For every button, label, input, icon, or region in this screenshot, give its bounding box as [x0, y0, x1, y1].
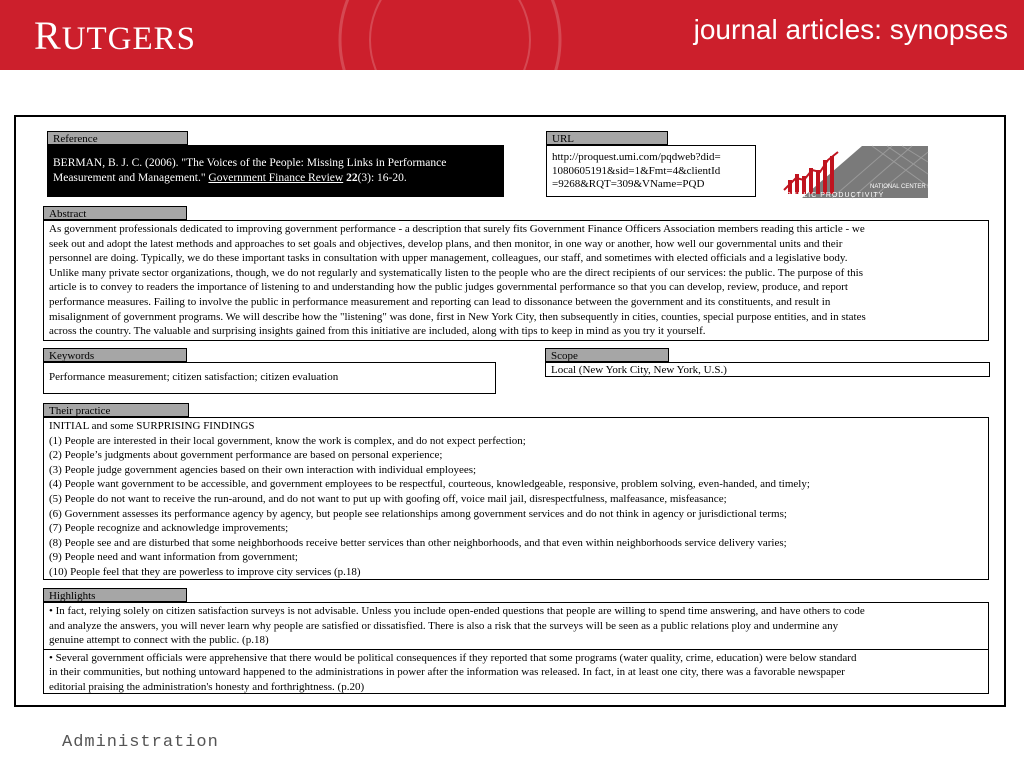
- practice-line: (1) People are interested in their local government, know the work is complex, and do not expect perfection;: [49, 434, 526, 447]
- url-line[interactable]: 1080605191&sid=1&Fmt=4&clientId: [552, 164, 721, 177]
- practice-line: (7) People recognize and acknowledge improvements;: [49, 522, 289, 535]
- keywords-box: [43, 362, 496, 394]
- abstract-label: Abstract: [43, 206, 187, 220]
- practice-box: [43, 417, 989, 580]
- practice-line: (10) People feel that they are powerless to improve city services (p.18): [49, 565, 361, 578]
- reference-text: BERMAN, B. J. C. (2006). "The Voices of the People: Missing Links in Performance Measurement and Management.": [53, 157, 447, 184]
- highlight-line: • Several government officials were apprehensive that there would be political consequences if they reported that some programs (water quality, crime, education) were below standard: [49, 651, 857, 664]
- url-line[interactable]: http://proquest.umi.com/pqdweb?did=: [552, 151, 721, 163]
- watermark-graphic: [240, 0, 660, 100]
- abstract-line: As government professionals dedicated to improving government performance - a description that surely fits Government Finance Officers Association members reading this article - we: [49, 223, 865, 235]
- journal-pages: (3): 16-20.: [357, 172, 407, 184]
- keywords-text: Performance measurement; citizen satisfaction; citizen evaluation: [49, 371, 339, 383]
- highlight-line: editorial praising the administration's honesty and forthrightness. (p.20): [49, 680, 365, 693]
- highlight-line: • In fact, relying solely on citizen satisfaction surveys is not advisable. Unless you include open-ended questions that people are willing to spend time answering, and have others to code: [49, 605, 865, 617]
- reference-box: [47, 145, 504, 197]
- keywords-label: Keywords: [43, 348, 187, 362]
- slide-title: journal articles: synopses: [693, 14, 1008, 45]
- practice-line: (6) Government assesses its performance agency by agency, but people see relationships among government services and do not think in agency or jurisdictional terms;: [49, 507, 787, 520]
- abstract-line: performance measures. Failing to involve the public in performance measurement and reporting can lead to dissonance between the government and its constituents, and result in: [49, 295, 831, 308]
- practice-label: Their practice: [43, 403, 189, 417]
- url-line[interactable]: =9268&RQT=309&VName=PQD: [552, 178, 705, 190]
- abstract-line: personnel are doing. Typically, we do these important tasks in consultation with upper management, colleagues, our staff, and sometimes with elected officials and a legislative body.: [49, 252, 848, 265]
- highlights-label: Highlights: [43, 588, 187, 602]
- highlight-line: in their communities, but nothing untoward happened to the administrations in power after the information was released. In fact, in at least one city, there was a favorable newspaper: [49, 666, 845, 679]
- highlight-line: genuine attempt to connect with the public. (p.18): [49, 634, 269, 647]
- highlights-box: [43, 602, 989, 694]
- journal-volume: 22: [343, 172, 358, 184]
- practice-line: (8) People see and are disturbed that some neighborhoods receive better services than other neighborhoods, and that even within neighborhoods service delivery varies;: [49, 536, 787, 549]
- abstract-line: article is to convey to readers the importance of listening to and understanding how the public judges governmental performance so that you can develop, review, produce, and report: [49, 281, 848, 294]
- practice-line: (3) People judge government agencies based on their own interaction with individual employees;: [49, 463, 477, 476]
- url-box[interactable]: [546, 145, 756, 197]
- rutgers-logo: RUTGERS: [34, 13, 197, 58]
- highlight-line: and analyze the answers, you will never learn why people are satisfied or dissatisfied. There is also a risk that the surveys will be seen as a public relations ploy and undermine any: [49, 619, 839, 632]
- ncpp-logo-line2: PUBLIC PRODUCTIVITY: [786, 192, 885, 199]
- footer-text: Administration: [62, 733, 219, 752]
- abstract-line: across the country. The valuable and surprising insights gained from this initiative are included, along with tips to keep in mind as you try it yourself.: [49, 325, 706, 338]
- practice-line: INITIAL and some SURPRISING FINDINGS: [49, 420, 255, 432]
- abstract-line: seek out and adopt the latest methods and approaches to set goals and objectives, develop plans, and then monitor, in one way or another, how well our governmental units and their: [49, 237, 843, 250]
- document-frame: [14, 115, 1006, 707]
- journal-title: Government Finance Review: [208, 172, 344, 184]
- url-label: URL: [546, 131, 668, 145]
- practice-line: (5) People do not want to receive the run-around, and do not want to put up with goofing off, voice mail jail, disrespectfulness, malfeasance, misfeasance;: [49, 492, 727, 505]
- abstract-line: misalignment of government programs. We will describe how the "listening" was done, first in New York City, then subsequently in cities, counties, special purpose entities, and in states: [49, 310, 866, 323]
- reference-label: Reference: [47, 131, 188, 145]
- scope-label: Scope: [545, 348, 669, 362]
- ncpp-logo: [772, 146, 941, 199]
- scope-text: Local (New York City, New York, U.S.): [551, 364, 727, 376]
- practice-line: (9) People need and want information from government;: [49, 551, 298, 564]
- ncpp-logo-line1: NATIONAL CENTER FOR: [870, 184, 941, 190]
- practice-line: (4) People want government to be accessible, and government employees to be respectful, courteous, knowledgeable, responsive, problem solving, even-handed, and timely;: [49, 478, 810, 491]
- practice-line: (2) People’s judgments about government performance are based on personal experience;: [49, 449, 443, 462]
- highlight-item: [44, 603, 988, 649]
- header-bar: [0, 0, 1024, 70]
- highlight-item: [44, 649, 988, 696]
- abstract-line: Unlike many private sector organizations, though, we do not regularly and systematically listen to the people who are the direct recipients of our services: the public. The purpose of this: [49, 266, 863, 279]
- abstract-box: [43, 220, 989, 341]
- scope-box: [545, 362, 990, 377]
